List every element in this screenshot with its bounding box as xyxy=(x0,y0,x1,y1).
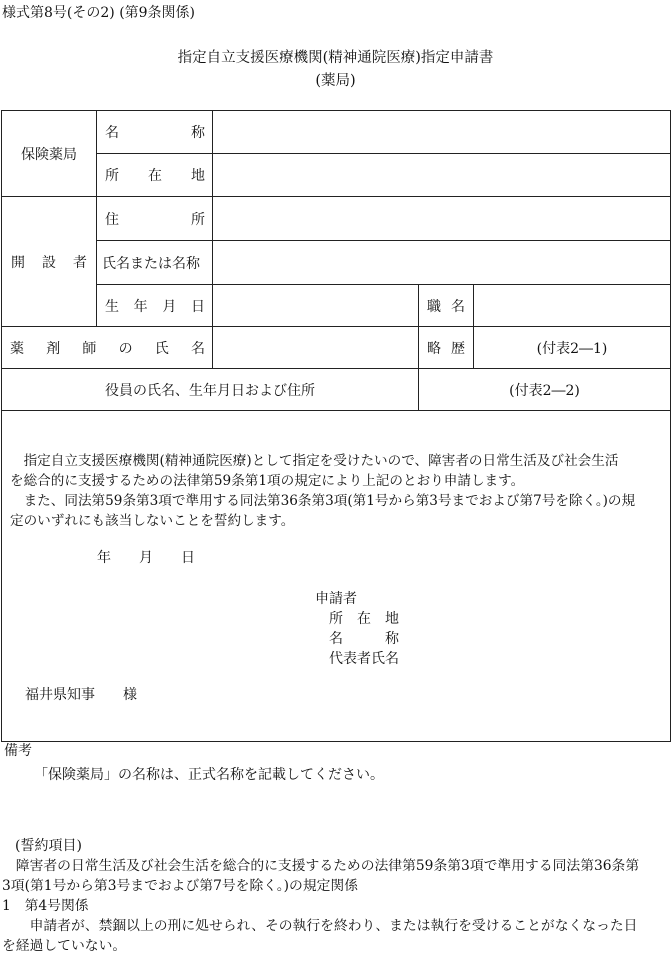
applicant-name-label: 名 称 xyxy=(329,631,399,647)
pledge-line: 障害者の日常生活及び社会生活を総合的に支援するための法律第59条第3項で準用する同法第36条第 xyxy=(2,858,640,874)
pharmacy-location-field[interactable] xyxy=(213,154,671,197)
applicant-label: 申請者 xyxy=(315,591,357,607)
position-field[interactable] xyxy=(474,285,671,327)
pledge-line: 3項(第1号から第3号までおよび第7号を除く。)の規定関係 xyxy=(2,878,359,894)
pledge-line: 申請者が、禁錮以上の刑に処せられ、その執行を終わり、または執行を受けることがなくなった日 xyxy=(2,918,638,934)
officers-label: 役員の氏名、生年月日および住所 xyxy=(2,369,419,411)
founder-name-label: 氏名または名称 xyxy=(97,241,213,285)
form-subtitle: (薬局) xyxy=(315,73,356,89)
remarks-text: 「保険薬局」の名称は、正式名称を記載してください。 xyxy=(34,767,384,783)
applicant-location-label: 所 在 地 xyxy=(329,611,399,627)
pledge-section xyxy=(2,856,667,956)
application-table xyxy=(1,110,671,742)
career-value: (付表2―1) xyxy=(474,327,671,369)
position-label: 職 名 xyxy=(419,285,474,327)
pharmacy-location-label: 所 在 地 xyxy=(97,154,213,197)
declaration-line: また、同法第59条第3項で準用する同法第36条第3項(第1号から第3号までおよび第7号を除く。)の規 xyxy=(10,493,636,509)
date-line: 年 月 日 xyxy=(97,550,195,566)
pledge-line: を経過していない。 xyxy=(2,938,127,954)
representative-label: 代表者氏名 xyxy=(329,651,399,667)
pharmacy-group-label: 保険薬局 xyxy=(2,111,97,197)
pledge-item-title: 1 第4号関係 xyxy=(2,898,89,914)
declaration-line: 指定自立支援医療機関(精神通院医療)として指定を受けたいので、障害者の日常生活及び社会生活 xyxy=(10,453,619,469)
addressee: 福井県知事 様 xyxy=(25,687,137,703)
founder-birthdate-label: 生 年 月 日 xyxy=(97,285,213,327)
pharmacy-name-field[interactable] xyxy=(213,111,671,154)
founder-birthdate-field[interactable] xyxy=(213,285,419,327)
career-label: 略 歴 xyxy=(419,327,474,369)
officers-value: (付表2―2) xyxy=(419,369,671,411)
declaration-line: を総合的に支援するための法律第59条第1項の規定により上記のとおり申請します。 xyxy=(10,473,525,489)
declaration-line: 定のいずれにも該当しないことを誓約します。 xyxy=(10,513,295,529)
declaration-section xyxy=(2,411,671,742)
pharmacist-name-label: 薬 剤 師 の 氏 名 xyxy=(2,327,213,369)
pledge-heading: (誓約項目) xyxy=(15,838,82,854)
founder-group-label: 開 設 者 xyxy=(2,197,97,327)
form-number: 様式第8号(その2) (第9条関係) xyxy=(2,5,196,21)
founder-address-label: 住 所 xyxy=(97,197,213,241)
form-title: 指定自立支援医療機関(精神通院医療)指定申請書 xyxy=(177,50,494,66)
founder-name-field[interactable] xyxy=(213,241,671,285)
pharmacy-name-label: 名 称 xyxy=(97,111,213,154)
pharmacist-name-field[interactable] xyxy=(213,327,419,369)
declaration-text xyxy=(10,451,662,531)
remarks-heading: 備考 xyxy=(4,743,32,759)
founder-address-field[interactable] xyxy=(213,197,671,241)
